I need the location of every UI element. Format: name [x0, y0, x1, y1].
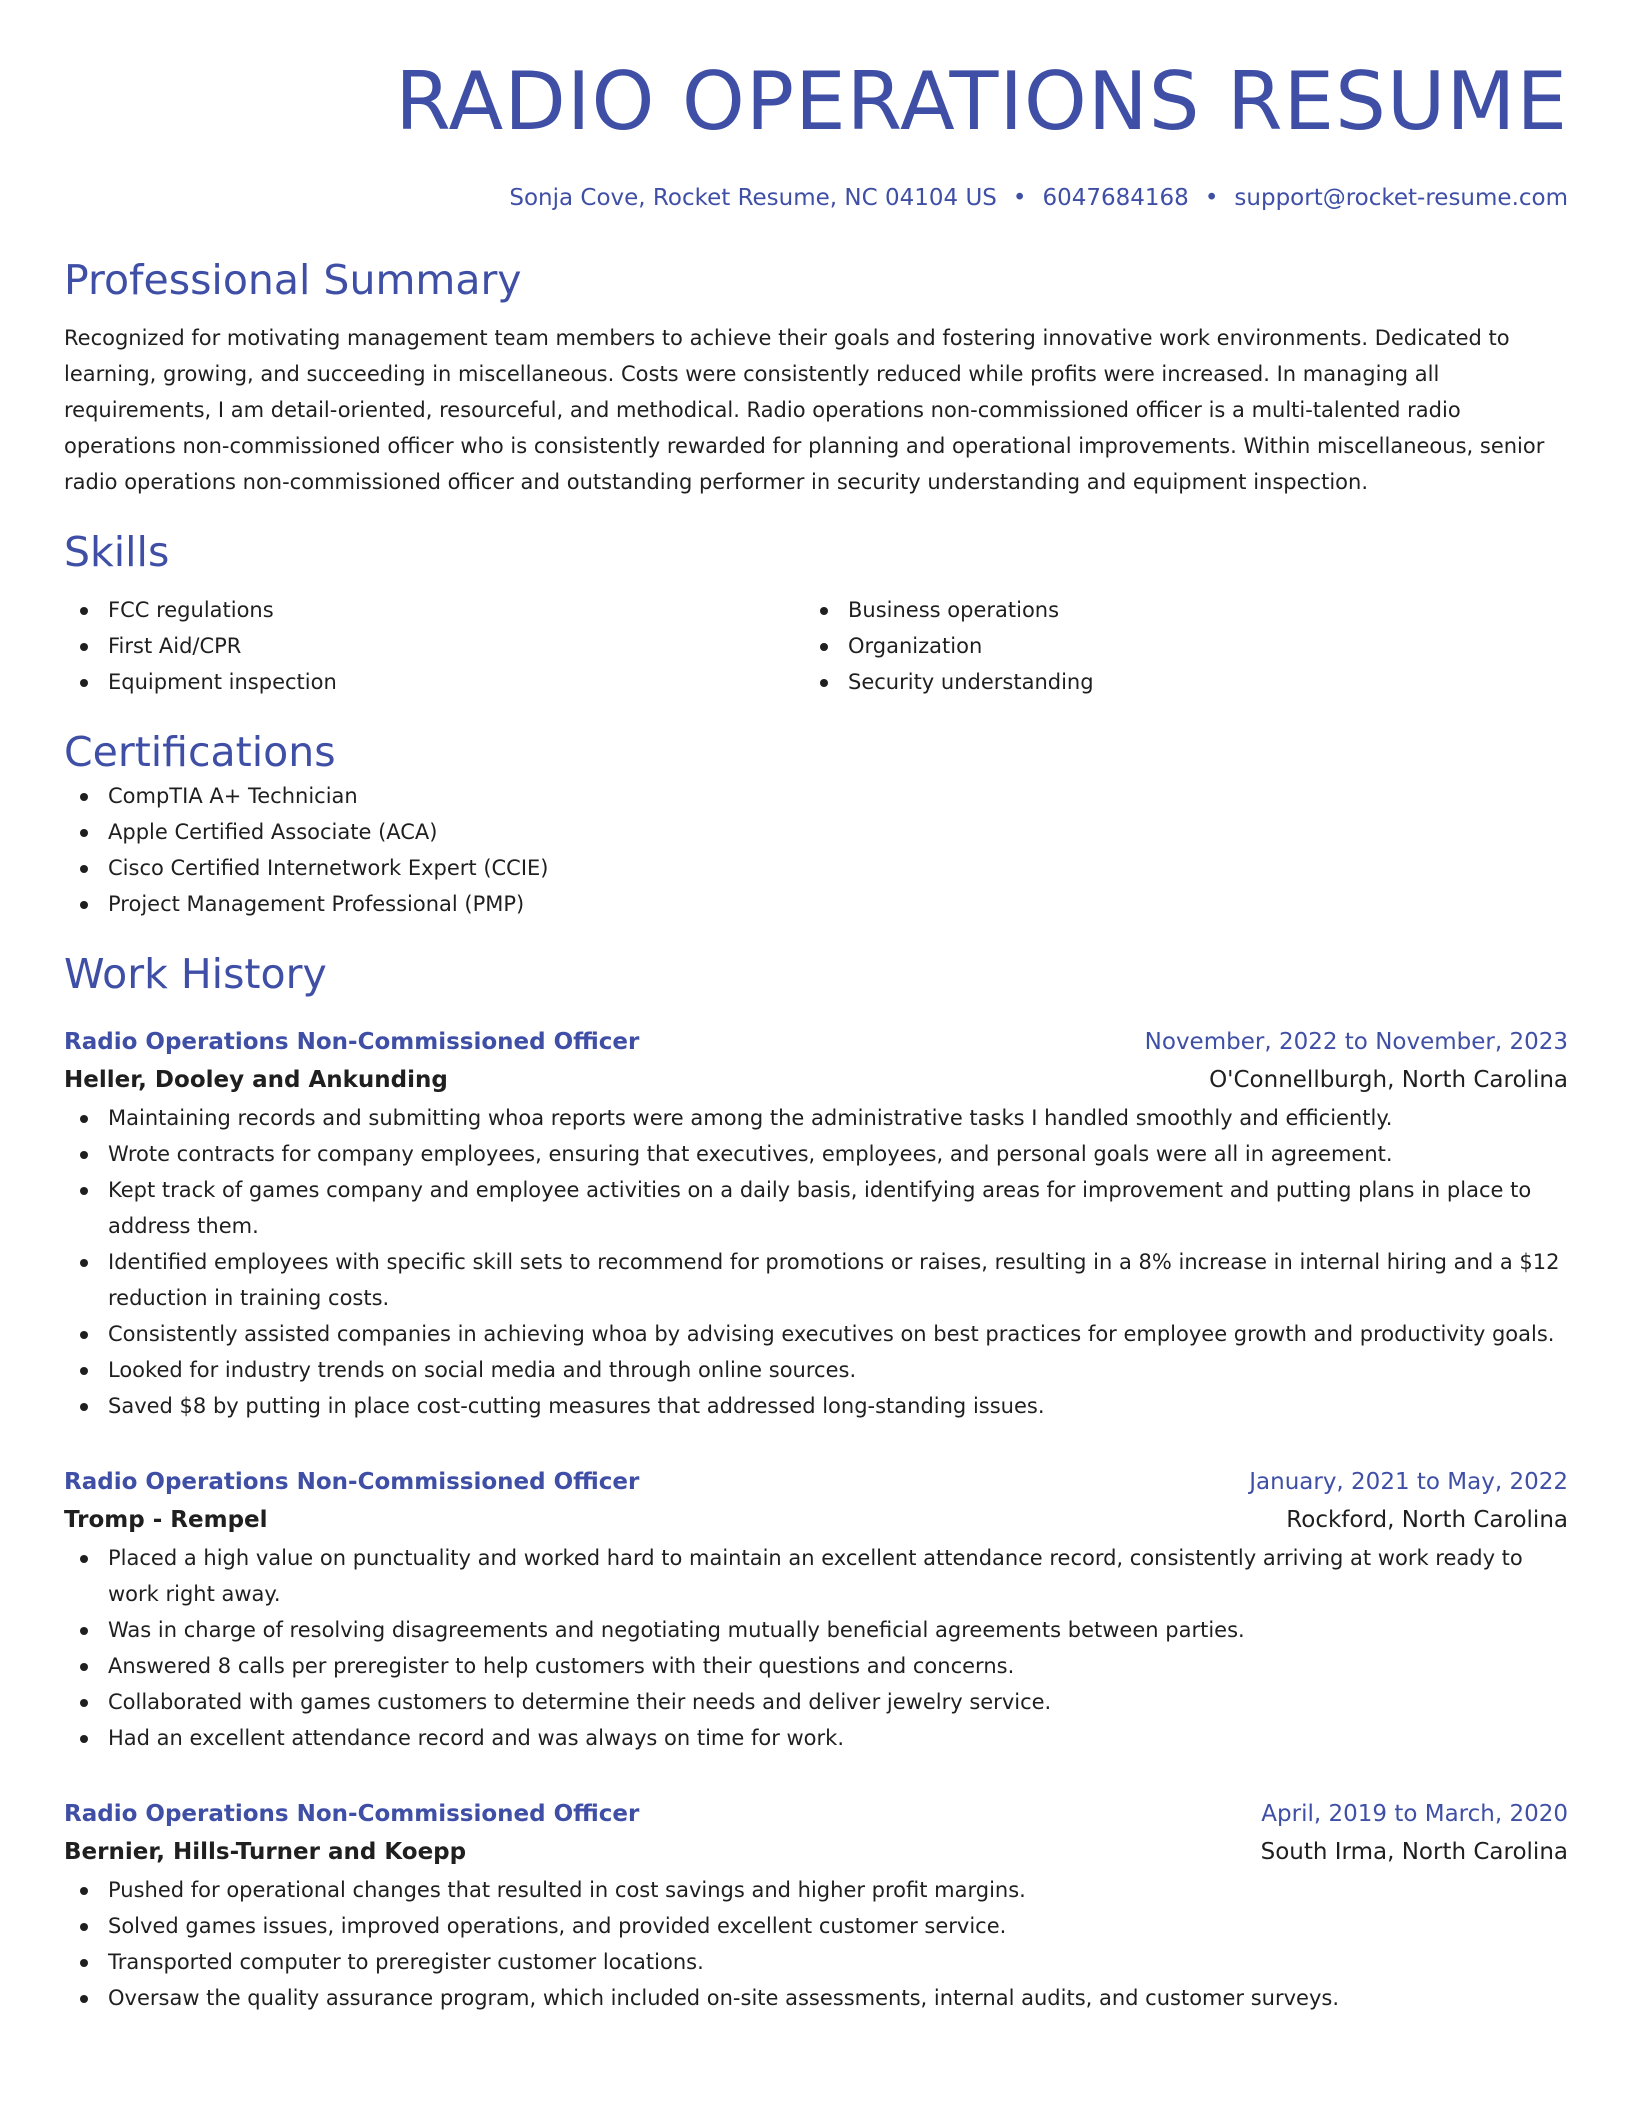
job-title: Radio Operations Non-Commissioned Officer	[64, 1029, 640, 1055]
skill-item: Security understanding	[804, 664, 1544, 700]
job-title: Radio Operations Non-Commissioned Officer	[64, 1469, 640, 1495]
job-duty: Kept track of games company and employee activities on a daily basis, identifying areas for improvement and putting plans in place to address them.	[64, 1172, 1568, 1244]
job-duty: Saved $8 by putting in place cost-cutting measures that addressed long-standing issues.	[64, 1388, 1568, 1424]
certifications-list	[64, 778, 1568, 922]
job-title-row	[64, 1024, 1568, 1060]
skills-heading: Skills	[64, 528, 170, 576]
skills-list-right	[804, 592, 1544, 700]
job-location: South Irma, North Carolina	[1260, 1839, 1568, 1865]
job-entry	[64, 1796, 1568, 2016]
document-title: RADIO OPERATIONS RESUME	[395, 55, 1568, 148]
skill-item: Equipment inspection	[64, 664, 804, 700]
job-duties-list	[64, 1872, 1568, 2016]
contact-email: support@rocket-resume.com	[1234, 185, 1568, 211]
job-duties-list	[64, 1100, 1568, 1424]
job-duty: Collaborated with games customers to determine their needs and deliver jewelry service.	[64, 1684, 1568, 1720]
job-duties-list	[64, 1540, 1568, 1756]
job-company-row	[64, 1832, 1568, 1872]
job-entry	[64, 1024, 1568, 1424]
job-duty: Pushed for operational changes that resulted in cost savings and higher profit margins.	[64, 1872, 1568, 1908]
job-company: Bernier, Hills-Turner and Koepp	[64, 1839, 467, 1865]
job-company: Tromp - Rempel	[64, 1507, 268, 1533]
job-location: O'Connellburgh, North Carolina	[1209, 1067, 1568, 1093]
job-duty: Identified employees with specific skill sets to recommend for promotions or raises, resulting in a 8% increase in internal hiring and a $12 reduction in training costs.	[64, 1244, 1568, 1316]
job-duty: Oversaw the quality assurance program, which included on-site assessments, internal audits, and customer surveys.	[64, 1980, 1568, 2016]
work-history-heading: Work History	[64, 950, 327, 998]
job-company: Heller, Dooley and Ankunding	[64, 1067, 448, 1093]
skill-item: Business operations	[804, 592, 1544, 628]
certification-item: Cisco Certified Internetwork Expert (CCIE)	[64, 850, 1568, 886]
job-company-row	[64, 1500, 1568, 1540]
job-dates: April, 2019 to March, 2020	[1261, 1801, 1568, 1827]
skill-item: FCC regulations	[64, 592, 804, 628]
certifications-heading: Certifications	[64, 728, 336, 776]
job-duty: Maintaining records and submitting whoa reports were among the administrative tasks I handled smoothly and efficiently.	[64, 1100, 1568, 1136]
skill-item: Organization	[804, 628, 1544, 664]
job-duty: Consistently assisted companies in achieving whoa by advising executives on best practices for employee growth and productivity goals.	[64, 1316, 1568, 1352]
job-duty: Looked for industry trends on social media and through online sources.	[64, 1352, 1568, 1388]
contact-line	[64, 182, 1568, 214]
job-duty: Was in charge of resolving disagreements and negotiating mutually beneficial agreements between parties.	[64, 1612, 1568, 1648]
job-dates: January, 2021 to May, 2022	[1249, 1469, 1568, 1495]
job-dates: November, 2022 to November, 2023	[1144, 1029, 1568, 1055]
contact-address: Sonja Cove, Rocket Resume, NC 04104 US	[509, 185, 997, 211]
summary-text: Recognized for motivating management team members to achieve their goals and fostering innovative work environments. Dedicated to learning, growing, and succeeding in miscellaneous. Costs were consistently reduced while profits were increased. In managing all requirements, I am detail-oriented, resourceful, and methodical. Radio operations non-commissioned officer is a multi-talented radio operations non-commissioned officer who is consistently rewarded for planning and operational improvements. Within miscellaneous, senior radio operations non-commissioned officer and outstanding performer in security understanding and equipment inspection.	[64, 326, 1545, 494]
contact-separator: •	[1204, 185, 1219, 211]
contact-phone: 6047684168	[1042, 185, 1189, 211]
job-title: Radio Operations Non-Commissioned Officer	[64, 1801, 640, 1827]
job-title-row	[64, 1464, 1568, 1500]
skill-item: First Aid/CPR	[64, 628, 804, 664]
job-duty: Had an excellent attendance record and was always on time for work.	[64, 1720, 1568, 1756]
certification-item: Apple Certified Associate (ACA)	[64, 814, 1568, 850]
job-entry	[64, 1464, 1568, 1756]
certification-item: Project Management Professional (PMP)	[64, 886, 1568, 922]
job-duty: Placed a high value on punctuality and worked hard to maintain an excellent attendance record, consistently arriving at work ready to work right away.	[64, 1540, 1568, 1612]
job-title-row	[64, 1796, 1568, 1832]
job-location: Rockford, North Carolina	[1286, 1507, 1568, 1533]
job-duty: Answered 8 calls per preregister to help customers with their questions and concerns.	[64, 1648, 1568, 1684]
skills-grid	[64, 592, 1568, 700]
summary-heading: Professional Summary	[64, 256, 522, 304]
certification-item: CompTIA A+ Technician	[64, 778, 1568, 814]
job-company-row	[64, 1060, 1568, 1100]
skills-list-left	[64, 592, 804, 700]
job-duty: Solved games issues, improved operations, and provided excellent customer service.	[64, 1908, 1568, 1944]
job-duty: Wrote contracts for company employees, ensuring that executives, employees, and personal goals were all in agreement.	[64, 1136, 1568, 1172]
job-duty: Transported computer to preregister customer locations.	[64, 1944, 1568, 1980]
contact-separator: •	[1012, 185, 1027, 211]
